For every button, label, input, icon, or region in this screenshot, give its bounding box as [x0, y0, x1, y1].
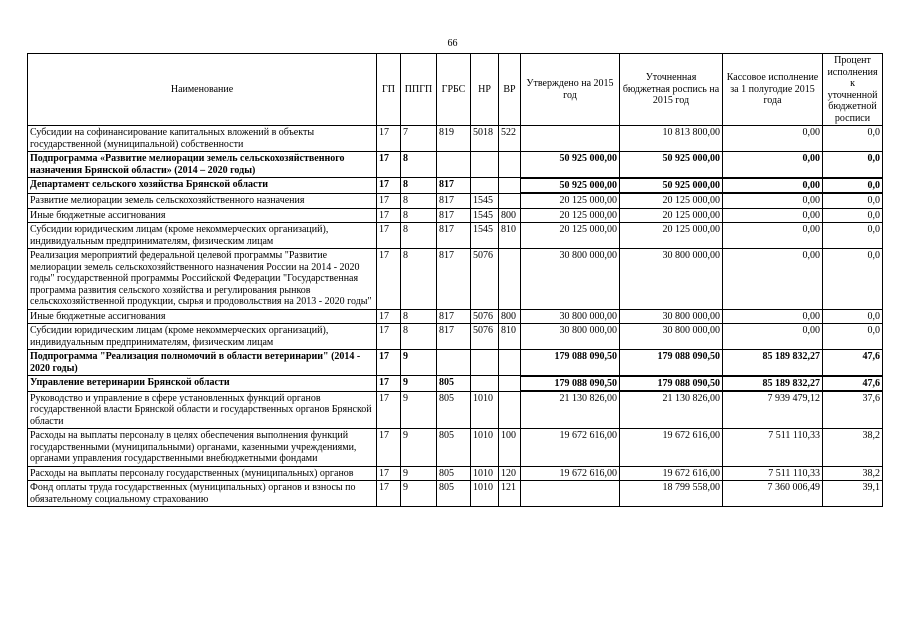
header-percent: Процент исполнения к уточненной бюджетной росписи [823, 54, 883, 126]
cell-percent: 0,0 [823, 178, 883, 194]
cell-approved: 30 800 000,00 [521, 324, 620, 350]
cell-name: Развитие мелиорации земель сельскохозяйственного назначения [28, 193, 377, 208]
cell-grbs: 817 [437, 193, 471, 208]
cell-grbs [437, 350, 471, 376]
cell-percent: 0,0 [823, 324, 883, 350]
cell-refined: 20 125 000,00 [620, 208, 723, 223]
cell-gp: 17 [377, 178, 401, 194]
cell-nr [471, 376, 499, 392]
cell-vr: 810 [499, 223, 521, 249]
cell-cash: 0,00 [723, 152, 823, 178]
cell-ppgp: 8 [401, 208, 437, 223]
cell-ppgp: 8 [401, 223, 437, 249]
cell-percent: 38,2 [823, 429, 883, 467]
cell-ppgp: 8 [401, 193, 437, 208]
cell-approved: 20 125 000,00 [521, 193, 620, 208]
cell-ppgp: 9 [401, 466, 437, 481]
cell-name: Субсидии на софинансирование капитальных вложений в объекты государственной (муниципальной) собственности [28, 126, 377, 152]
cell-grbs: 817 [437, 178, 471, 194]
cell-gp: 17 [377, 466, 401, 481]
header-grbs: ГРБС [437, 54, 471, 126]
cell-refined: 19 672 616,00 [620, 466, 723, 481]
cell-refined: 50 925 000,00 [620, 152, 723, 178]
cell-name: Расходы на выплаты персоналу государственных (муниципальных) органов [28, 466, 377, 481]
table-row [28, 324, 883, 350]
cell-cash: 85 189 832,27 [723, 350, 823, 376]
cell-refined: 179 088 090,50 [620, 350, 723, 376]
cell-percent: 39,1 [823, 481, 883, 507]
cell-cash: 0,00 [723, 324, 823, 350]
header-cash: Кассовое исполнение за 1 полугодие 2015 года [723, 54, 823, 126]
cell-ppgp: 9 [401, 391, 437, 429]
cell-vr [499, 193, 521, 208]
cell-grbs [437, 152, 471, 178]
cell-nr [471, 178, 499, 194]
cell-nr: 5076 [471, 249, 499, 310]
cell-ppgp: 8 [401, 324, 437, 350]
cell-nr [471, 350, 499, 376]
header-gp: ГП [377, 54, 401, 126]
cell-vr [499, 350, 521, 376]
table-row [28, 249, 883, 310]
cell-vr: 121 [499, 481, 521, 507]
cell-gp: 17 [377, 481, 401, 507]
cell-cash: 0,00 [723, 223, 823, 249]
cell-approved: 179 088 090,50 [521, 376, 620, 392]
cell-refined: 20 125 000,00 [620, 223, 723, 249]
page-number: 66 [447, 38, 458, 49]
cell-cash: 0,00 [723, 126, 823, 152]
table-row [28, 309, 883, 324]
cell-vr: 810 [499, 324, 521, 350]
cell-approved: 179 088 090,50 [521, 350, 620, 376]
cell-gp: 17 [377, 350, 401, 376]
cell-approved [521, 126, 620, 152]
cell-nr: 1010 [471, 481, 499, 507]
cell-nr: 5076 [471, 324, 499, 350]
cell-approved: 50 925 000,00 [521, 152, 620, 178]
cell-gp: 17 [377, 324, 401, 350]
cell-ppgp: 7 [401, 126, 437, 152]
cell-vr: 120 [499, 466, 521, 481]
header-refined: Уточненная бюджетная роспись на 2015 год [620, 54, 723, 126]
cell-nr: 5076 [471, 309, 499, 324]
cell-name: Иные бюджетные ассигнования [28, 208, 377, 223]
cell-refined: 20 125 000,00 [620, 193, 723, 208]
cell-ppgp: 9 [401, 429, 437, 467]
cell-gp: 17 [377, 249, 401, 310]
table-row [28, 126, 883, 152]
cell-ppgp: 9 [401, 376, 437, 392]
cell-percent: 0,0 [823, 193, 883, 208]
cell-percent: 0,0 [823, 223, 883, 249]
table-row [28, 152, 883, 178]
cell-approved: 19 672 616,00 [521, 429, 620, 467]
cell-gp: 17 [377, 429, 401, 467]
cell-approved [521, 481, 620, 507]
cell-approved: 19 672 616,00 [521, 466, 620, 481]
cell-nr: 1545 [471, 193, 499, 208]
cell-refined: 50 925 000,00 [620, 178, 723, 194]
cell-nr: 1545 [471, 223, 499, 249]
cell-percent: 0,0 [823, 126, 883, 152]
cell-percent: 38,2 [823, 466, 883, 481]
cell-refined: 179 088 090,50 [620, 376, 723, 392]
cell-name: Иные бюджетные ассигнования [28, 309, 377, 324]
cell-refined: 21 130 826,00 [620, 391, 723, 429]
cell-refined: 10 813 800,00 [620, 126, 723, 152]
budget-table [27, 53, 883, 507]
cell-cash: 0,00 [723, 249, 823, 310]
cell-refined: 19 672 616,00 [620, 429, 723, 467]
header-approved: Утверждено на 2015 год [521, 54, 620, 126]
cell-grbs: 805 [437, 391, 471, 429]
header-ppgp: ППГП [401, 54, 437, 126]
cell-approved: 30 800 000,00 [521, 309, 620, 324]
cell-cash: 0,00 [723, 309, 823, 324]
cell-nr: 1010 [471, 466, 499, 481]
table-body [28, 126, 883, 507]
cell-ppgp: 9 [401, 350, 437, 376]
cell-grbs: 817 [437, 249, 471, 310]
cell-ppgp: 8 [401, 152, 437, 178]
cell-cash: 7 511 110,33 [723, 466, 823, 481]
cell-refined: 30 800 000,00 [620, 249, 723, 310]
cell-nr: 1010 [471, 391, 499, 429]
cell-grbs: 805 [437, 466, 471, 481]
cell-nr: 1010 [471, 429, 499, 467]
cell-cash: 7 360 006,49 [723, 481, 823, 507]
cell-gp: 17 [377, 391, 401, 429]
table-row [28, 208, 883, 223]
cell-vr: 800 [499, 309, 521, 324]
cell-cash: 0,00 [723, 193, 823, 208]
table-row [28, 429, 883, 467]
cell-name: Реализация мероприятий федеральной целевой программы "Развитие мелиорации земель сельскохозяйственного назначения России на 2014 - 2020 годы" государственной программы Российской Федерации "Государственная программа развития сельского хозяйства и регулирования рынков сельскохозяйственной продукции, сырья и продовольствия на 2013 - 2020 годы" [28, 249, 377, 310]
cell-ppgp: 8 [401, 249, 437, 310]
cell-percent: 47,6 [823, 376, 883, 392]
cell-approved: 20 125 000,00 [521, 208, 620, 223]
cell-gp: 17 [377, 376, 401, 392]
cell-grbs: 817 [437, 309, 471, 324]
cell-name: Субсидии юридическим лицам (кроме некоммерческих организаций), индивидуальным предпринимателям, физическим лицам [28, 223, 377, 249]
cell-gp: 17 [377, 309, 401, 324]
cell-vr: 100 [499, 429, 521, 467]
cell-grbs: 805 [437, 429, 471, 467]
cell-grbs: 805 [437, 376, 471, 392]
table-row [28, 193, 883, 208]
cell-gp: 17 [377, 223, 401, 249]
cell-name: Фонд оплаты труда государственных (муниципальных) органов и взносы по обязательному социальному страхованию [28, 481, 377, 507]
cell-grbs: 805 [437, 481, 471, 507]
cell-gp: 17 [377, 208, 401, 223]
table-row [28, 178, 883, 194]
header-nr: НР [471, 54, 499, 126]
cell-approved: 20 125 000,00 [521, 223, 620, 249]
table-row [28, 466, 883, 481]
cell-cash: 85 189 832,27 [723, 376, 823, 392]
cell-cash: 0,00 [723, 178, 823, 194]
table-row [28, 391, 883, 429]
cell-refined: 30 800 000,00 [620, 309, 723, 324]
cell-cash: 7 511 110,33 [723, 429, 823, 467]
cell-vr [499, 249, 521, 310]
cell-name: Руководство и управление в сфере установленных функций органов государственной власти Брянской области и государственных органов Брянской области [28, 391, 377, 429]
cell-percent: 37,6 [823, 391, 883, 429]
cell-gp: 17 [377, 126, 401, 152]
header-vr: ВР [499, 54, 521, 126]
cell-gp: 17 [377, 152, 401, 178]
cell-grbs: 819 [437, 126, 471, 152]
cell-percent: 0,0 [823, 152, 883, 178]
cell-name: Подпрограмма "Реализация полномочий в области ветеринарии" (2014 - 2020 годы) [28, 350, 377, 376]
cell-approved: 50 925 000,00 [521, 178, 620, 194]
table-row [28, 376, 883, 392]
table-row [28, 350, 883, 376]
cell-approved: 21 130 826,00 [521, 391, 620, 429]
cell-vr [499, 376, 521, 392]
cell-vr [499, 391, 521, 429]
cell-percent: 0,0 [823, 208, 883, 223]
cell-percent: 0,0 [823, 309, 883, 324]
cell-ppgp: 9 [401, 481, 437, 507]
cell-nr [471, 152, 499, 178]
cell-percent: 47,6 [823, 350, 883, 376]
cell-grbs: 817 [437, 324, 471, 350]
table-row [28, 481, 883, 507]
cell-ppgp: 8 [401, 309, 437, 324]
cell-ppgp: 8 [401, 178, 437, 194]
cell-grbs: 817 [437, 208, 471, 223]
cell-name: Субсидии юридическим лицам (кроме некоммерческих организаций), индивидуальным предпринимателям, физическим лицам [28, 324, 377, 350]
cell-name: Расходы на выплаты персоналу в целях обеспечения выполнения функций государственными (муниципальными) органами, казенными учреждениями, органами управления государственными внебюджетными фондами [28, 429, 377, 467]
cell-name: Подпрограмма «Развитие мелиорации земель сельскохозяйственного назначения Брянской области» (2014 – 2020 годы) [28, 152, 377, 178]
cell-percent: 0,0 [823, 249, 883, 310]
cell-vr [499, 178, 521, 194]
cell-nr: 5018 [471, 126, 499, 152]
cell-refined: 18 799 558,00 [620, 481, 723, 507]
table-header-row [28, 54, 883, 126]
cell-name: Управление ветеринарии Брянской области [28, 376, 377, 392]
cell-refined: 30 800 000,00 [620, 324, 723, 350]
cell-grbs: 817 [437, 223, 471, 249]
cell-gp: 17 [377, 193, 401, 208]
cell-nr: 1545 [471, 208, 499, 223]
cell-vr: 522 [499, 126, 521, 152]
cell-approved: 30 800 000,00 [521, 249, 620, 310]
cell-vr: 800 [499, 208, 521, 223]
table-row [28, 223, 883, 249]
cell-cash: 0,00 [723, 208, 823, 223]
cell-vr [499, 152, 521, 178]
header-name: Наименование [28, 54, 377, 126]
cell-name: Департамент сельского хозяйства Брянской области [28, 178, 377, 194]
cell-cash: 7 939 479,12 [723, 391, 823, 429]
